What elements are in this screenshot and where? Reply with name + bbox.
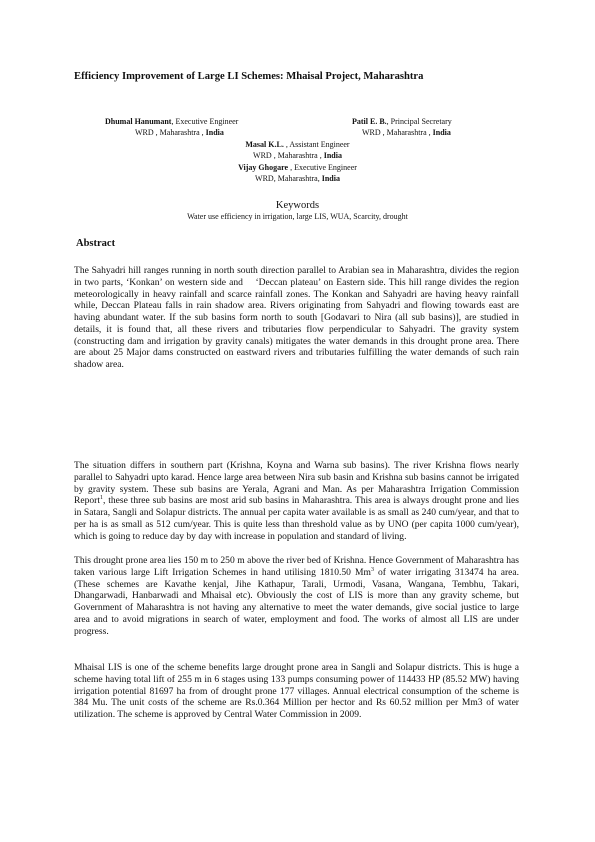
author-2-name: Patil E. B. [352, 117, 387, 126]
author-4-org: WRD, Maharashtra, [255, 173, 322, 183]
author-3-role: , Assistant Engineer [283, 140, 350, 149]
author-1-name: Dhumal Hanumant [105, 117, 172, 126]
abstract-paragraph-1: The Sahyadri hill ranges running in north south direction parallel to Arabian sea in Maharashtra, divides the region in two parts, ‘Konkan’ on western side and ‘Deccan plateau’ on Eastern side. This hill range divides the region meteorologically in heavy rainfall and scarce rainfall zones. The Konkan and Sahyadri are having heavy rainfall while, Deccan Plateau falls in rain shadow area. Rivers originating from Sahyadri and flowing towards east are having abundant water. If the sub basins form north to south [Godavari to Nira (all sub basins)], are studied in details, it is found that, all these rivers and tributaries flow perpendicular to Sahyadri. The gravity system (constructing dam and irrigation by gravity canals) mitigates the water demands in this drought prone area. There are about 25 Major dams constructed on eastward rivers and tributaries fulfilling the water demands of such rain shadow area. [74, 265, 519, 370]
footnote-ref-1: 1 [99, 495, 103, 502]
author-3-country: India [323, 150, 342, 160]
paragraph-2-text-b: , these three sub basins are most arid sub basins in Maharashtra. This area is always drought prone and lies in Satara, Sangli and Solapur districts. The annual per capita water available is as small as 240 cum/year, and that to per ha is as small as 512 cum/year. This is quite less than threshold value as by UNO (per capita 1000 cum/year), which is going to reduce day by day with increase in population and standard of living. [74, 495, 519, 542]
author-2-country: India [432, 127, 451, 137]
paragraph-2-text-a: The situation differs in southern part (Krishna, Koyna and Warna sub basins). The river Krishna flows nearly parallel to Sahyadri upto karad. Hence large area between Nira sub basin and Krishna sub basins cannot be irrigated by gravity system. These sub basins are Yerala, Agrani and Man. As per Maharashtra Irrigation Commission Report [74, 460, 519, 507]
author-3-org: WRD , Maharashtra , [253, 150, 324, 160]
author-4-role: , Executive Engineer [288, 163, 357, 172]
author-4-country: India [321, 173, 340, 183]
author-2-role: , Principal Secretary [386, 117, 452, 126]
author-3 [0, 140, 595, 161]
abstract-heading: Abstract [76, 238, 116, 249]
abstract-paragraph-4: Mhaisal LIS is one of the scheme benefits large drought prone area in Sangli and Solapur districts. This is huge a scheme having total lift of 255 m in 6 stages using 133 pumps consuming power of 114433 HP (85.52 MW) having irrigation potential 81697 ha from of drought prone 177 villages. Annual electrical consumption of the scheme is 384 Mu. The unit costs of the scheme are Rs.0.364 Million per hector and Rs 60.52 million per Mm3 of water utilization. The scheme is approved by Central Water Commission in 2009. [74, 662, 519, 720]
paragraph-3-text-a: This drought prone area lies 150 m to 250 m above the river bed of Krishna. Hence Government of Maharashtra has taken various large Lift Irrigation Schemes in hand utilising 1810.50 Mm [74, 555, 519, 578]
cubic-superscript: 3 [370, 566, 374, 573]
paper-title: Efficiency Improvement of Large LI Schemes: Mhaisal Project, Maharashtra [74, 71, 424, 82]
author-3-name: Masal K.L. [245, 140, 284, 149]
author-1 [105, 117, 238, 138]
author-4 [0, 163, 595, 184]
author-4-name: Vijay Ghogare [238, 163, 289, 172]
keywords-heading: Keywords [275, 200, 320, 211]
keywords-text: Water use efficiency in irrigation, large LIS, WUA, Scarcity, drought [187, 212, 408, 221]
author-1-country: India [205, 127, 224, 137]
paragraph-3-text-b: of water irrigating 313474 ha area. (These schemes are Kavathe kenjal, Jihe Kathapur, Tarali, Urmodi, Vasana, Wangana, Tembhu, Takari, Dhangarwadi, Hanbarwadi and Mhaisal etc). Obviously the cost of LIS is more than any gravity scheme, but Government of Maharashtra is not having any alternative to meet the water demands, give social justice to large area and to avoid migrations in search of water, employment and food. The works of almost all LIS are under progress. [74, 566, 519, 637]
author-1-role: , Executive Engineer [171, 117, 239, 126]
abstract-paragraph-3 [74, 555, 519, 637]
author-1-org: WRD , Maharashtra , [135, 127, 206, 137]
author-2 [352, 117, 452, 138]
abstract-paragraph-2 [74, 460, 519, 542]
author-2-org: WRD , Maharashtra , [362, 127, 433, 137]
